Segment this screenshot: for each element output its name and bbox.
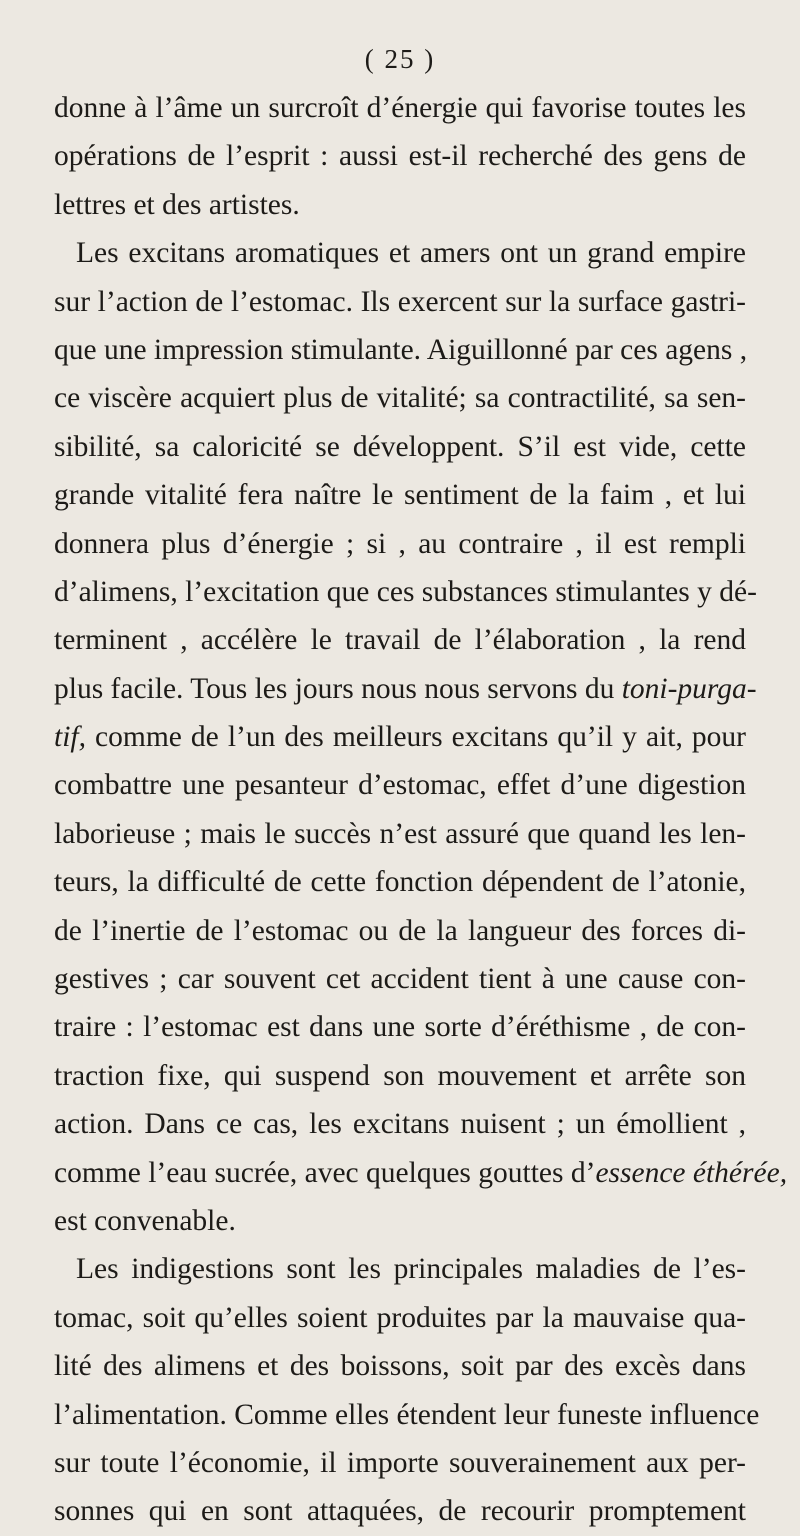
text-line: ce viscère acquiert plus de vitalité; sa contractilité, sa sen- bbox=[54, 382, 746, 415]
text-line: Les excitans aromatiques et amers ont un grand empire bbox=[76, 237, 746, 270]
text-line: lettres et des artistes. bbox=[54, 188, 300, 221]
text-line: traction fixe, qui suspend son mouvement et arrête son bbox=[54, 1059, 746, 1092]
text-line: sur l’action de l’estomac. Ils exercent sur la surface gastri- bbox=[54, 285, 746, 318]
text-line: sibilité, sa caloricité se développent. S’il est vide, cette bbox=[54, 430, 746, 463]
text-line: grande vitalité fera naître le sentiment de la faim , et lui bbox=[54, 479, 746, 512]
text-line: tif, comme de l’un des meilleurs excitans qu’il y ait, pour bbox=[54, 721, 746, 754]
text-line: Les indigestions sont les principales maladies de l’es- bbox=[76, 1253, 746, 1286]
text-line: tomac, soit qu’elles soient produites par la mauvaise qua- bbox=[54, 1301, 746, 1334]
text-line: teurs, la difficulté de cette fonction dépendent de l’atonie, bbox=[54, 866, 746, 899]
text-line: laborieuse ; mais le succès n’est assuré que quand les len- bbox=[54, 817, 746, 850]
text-line: d’alimens, l’excitation que ces substances stimulantes y dé- bbox=[54, 575, 757, 608]
text-line: sonnes qui en sont attaquées, de recourir promptement bbox=[54, 1495, 746, 1528]
text-line: donnera plus d’énergie ; si , au contraire , il est rempli bbox=[54, 527, 746, 560]
text-line: sur toute l’économie, il importe souverainement aux per- bbox=[54, 1446, 746, 1479]
text-line: l’alimentation. Comme elles étendent leur funeste influence bbox=[54, 1398, 760, 1431]
text-line: est convenable. bbox=[54, 1204, 236, 1237]
text-line: combattre une pesanteur d’estomac, effet d’une digestion bbox=[54, 769, 746, 802]
text-line: opérations de l’esprit : aussi est-il recherché des gens de bbox=[54, 140, 746, 173]
text-line: traire : l’estomac est dans une sorte d’éréthisme , de con- bbox=[54, 1011, 746, 1044]
body-text bbox=[54, 84, 788, 1536]
text-line: lité des alimens et des boissons, soit par des excès dans bbox=[54, 1350, 746, 1383]
text-line: comme l’eau sucrée, avec quelques gouttes d’essence éthérée, bbox=[54, 1156, 788, 1189]
text-line: gestives ; car souvent cet accident tient à une cause con- bbox=[54, 963, 746, 996]
text-line: de l’inertie de l’estomac ou de la langueur des forces di- bbox=[54, 914, 746, 947]
text-line: donne à l’âme un surcroît d’énergie qui favorise toutes les bbox=[54, 92, 746, 124]
text-line: que une impression stimulante. Aiguillonné par ces agens , bbox=[54, 333, 748, 366]
page-number: ( 25 ) bbox=[364, 44, 436, 74]
text-line: terminent , accélère le travail de l’élaboration , la rend bbox=[54, 624, 746, 657]
text-line: action. Dans ce cas, les excitans nuisent ; un émollient , bbox=[54, 1108, 746, 1141]
text-line: plus facile. Tous les jours nous nous servons du toni-purga- bbox=[54, 672, 757, 705]
